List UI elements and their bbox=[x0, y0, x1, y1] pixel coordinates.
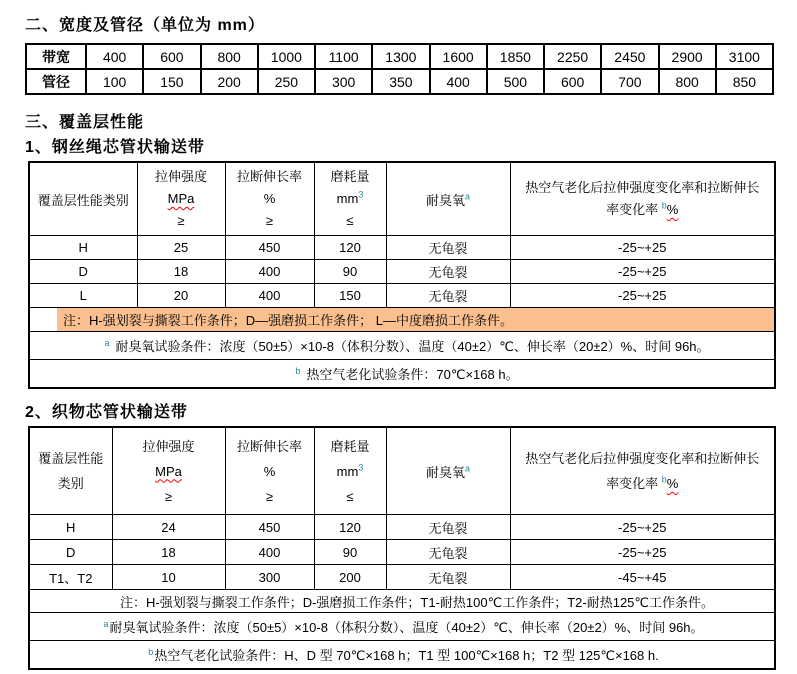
ozone-cell: 无龟裂 bbox=[386, 236, 510, 260]
pipe-diameter-value: 700 bbox=[601, 69, 658, 94]
ozone-cell: 无龟裂 bbox=[386, 515, 510, 540]
header-aging bbox=[510, 162, 775, 236]
aging-cell: -45~+45 bbox=[510, 565, 775, 590]
elongation-unit: % bbox=[263, 463, 276, 479]
superscript-b: b bbox=[661, 474, 667, 485]
steel-row-L bbox=[29, 284, 775, 308]
aging-cell: -25~+25 bbox=[510, 515, 775, 540]
abrasion-cell: 120 bbox=[314, 515, 386, 540]
lte-symbol: ≤ bbox=[346, 488, 354, 504]
steel-header-row bbox=[29, 162, 775, 236]
aging-cell: -25~+25 bbox=[510, 540, 775, 565]
steel-row-D bbox=[29, 260, 775, 284]
footnote-b-cell bbox=[29, 360, 775, 389]
abrasion-unit: $mm^3$ bbox=[336, 189, 364, 206]
fabric-footnote-a-row bbox=[29, 613, 775, 641]
pipe-diameter-value: 100 bbox=[86, 69, 143, 94]
gte-symbol: ≥ bbox=[265, 213, 274, 228]
aging-cell: -25~+25 bbox=[510, 260, 775, 284]
category-cell: L bbox=[29, 284, 137, 308]
steel-note-row bbox=[29, 308, 775, 332]
gte-symbol: ≥ bbox=[177, 213, 185, 228]
header-aging bbox=[510, 427, 775, 515]
fabric-belt-title: 2、织物芯管状输送带 bbox=[25, 404, 188, 421]
category-cell: H bbox=[29, 236, 137, 260]
ozone-cell: 无龟裂 bbox=[386, 565, 510, 590]
abrasion-cell: 90 bbox=[314, 260, 386, 284]
steel-footnote-b-row bbox=[29, 360, 775, 389]
category-cell: D bbox=[29, 260, 137, 284]
header-abrasion bbox=[314, 162, 386, 236]
abrasion-cell: 150 bbox=[314, 284, 386, 308]
pipe-diameter-value: 800 bbox=[659, 69, 716, 94]
tensile-cell: 20 bbox=[137, 284, 225, 308]
band-width-value: 600 bbox=[143, 44, 200, 69]
fabric-note-row bbox=[29, 590, 775, 613]
band-width-value: 1850 bbox=[487, 44, 544, 69]
gte-symbol: ≥ bbox=[265, 488, 274, 504]
abrasion-cell: 90 bbox=[314, 540, 386, 565]
fabric-belt-table bbox=[28, 426, 776, 670]
superscript-a: a bbox=[104, 337, 110, 348]
pipe-diameter-value: 600 bbox=[544, 69, 601, 94]
pipe-diameter-row bbox=[26, 69, 773, 94]
section-cover-title: 三、覆盖层性能 bbox=[25, 114, 145, 131]
footnote-a-text: 耐臭氧试验条件：浓度（50±5）×10-8（体积分数）、温度（40±2）℃、伸长率（20±2）%、时间 96h。 bbox=[109, 620, 704, 635]
aging-cell: -25~+25 bbox=[510, 236, 775, 260]
elongation-cell: 400 bbox=[225, 540, 314, 565]
steel-row-H bbox=[29, 236, 775, 260]
note-highlight: 注：H-强划裂与撕裂工作条件；D—强磨损工作条件； L—中度磨损工作条件。 bbox=[57, 308, 774, 331]
elongation-cell: 450 bbox=[225, 515, 314, 540]
band-width-value: 2450 bbox=[601, 44, 658, 69]
note-text: 注：H-强划裂与撕裂工作条件；D-强磨损工作条件；T1-耐热100℃工作条件；T2-耐热125℃工作条件。 bbox=[119, 594, 714, 610]
abrasion-cell: 120 bbox=[314, 236, 386, 260]
elongation-cell: 300 bbox=[225, 565, 314, 590]
fabric-header-row bbox=[29, 427, 775, 515]
fabric-footnote-b-row bbox=[29, 641, 775, 670]
category-cell: D bbox=[29, 540, 112, 565]
tensile-cell: 10 bbox=[112, 565, 225, 590]
elongation-cell: 450 bbox=[225, 236, 314, 260]
note-cell bbox=[29, 590, 775, 613]
category-cell: T1、T2 bbox=[29, 565, 112, 590]
superscript-a: a bbox=[465, 463, 471, 474]
aging-line1: 热空气老化后拉伸强度变化率和拉断伸长 bbox=[525, 180, 760, 195]
gte-symbol: ≥ bbox=[164, 488, 173, 504]
category-cell: H bbox=[29, 515, 112, 540]
superscript-b: b bbox=[661, 200, 667, 211]
footnote-a-text: 耐臭氧试验条件：浓度（50±5）×10-8（体积分数）、温度（40±2）℃、伸长率（20±2）%、时间 96h。 bbox=[115, 339, 710, 354]
pipe-diameter-value: 250 bbox=[258, 69, 315, 94]
aging-cell: -25~+25 bbox=[510, 284, 775, 308]
steel-footnote-a-row bbox=[29, 332, 775, 360]
pipe-diameter-value: 150 bbox=[143, 69, 200, 94]
band-width-value: 3100 bbox=[716, 44, 773, 69]
elongation-cell: 400 bbox=[225, 260, 314, 284]
superscript-b: b bbox=[295, 365, 301, 376]
lte-symbol: ≤ bbox=[346, 213, 354, 228]
band-width-value: 2250 bbox=[544, 44, 601, 69]
header-elongation bbox=[225, 162, 314, 236]
pipe-diameter-value: 350 bbox=[372, 69, 429, 94]
pipe-diameter-label: 管径 bbox=[26, 69, 86, 94]
steel-belt-title: 1、钢丝绳芯管状输送带 bbox=[25, 139, 205, 156]
header-tensile bbox=[112, 427, 225, 515]
section-width-title: 二、宽度及管径（单位为 mm） bbox=[25, 17, 265, 34]
tensile-label: 拉伸强度 bbox=[142, 438, 195, 454]
tensile-cell: 24 bbox=[112, 515, 225, 540]
tensile-label: 拉伸强度 bbox=[154, 169, 207, 184]
superscript-a: a bbox=[103, 618, 109, 629]
header-elongation bbox=[225, 427, 314, 515]
superscript-3: 3 bbox=[358, 189, 364, 200]
tensile-cell: 18 bbox=[137, 260, 225, 284]
superscript-3: 3 bbox=[358, 462, 364, 473]
tensile-unit: MPa bbox=[167, 191, 195, 206]
ozone-cell: 无龟裂 bbox=[386, 260, 510, 284]
ozone-cell: 无龟裂 bbox=[386, 284, 510, 308]
header-category: 覆盖层性能类别 bbox=[29, 162, 137, 236]
aging-line2: 率变化率 $^b$% bbox=[606, 474, 679, 491]
abrasion-label: 磨耗量 bbox=[330, 169, 370, 184]
footnote-b-cell bbox=[29, 641, 775, 670]
fabric-row-H bbox=[29, 515, 775, 540]
pipe-diameter-value: 200 bbox=[201, 69, 258, 94]
note-cell bbox=[29, 308, 775, 332]
abrasion-unit: $mm^3$ bbox=[336, 462, 364, 479]
elongation-unit: % bbox=[263, 191, 276, 206]
header-ozone: 耐臭氧$^a$ bbox=[386, 162, 510, 236]
superscript-b: b bbox=[148, 646, 154, 657]
header-ozone: 耐臭氧$^a$ bbox=[386, 427, 510, 515]
width-diameter-table bbox=[25, 43, 774, 95]
fabric-row-T1T2 bbox=[29, 565, 775, 590]
fabric-row-D bbox=[29, 540, 775, 565]
pipe-diameter-value: 850 bbox=[716, 69, 773, 94]
steel-belt-table bbox=[28, 161, 776, 389]
pipe-diameter-value: 400 bbox=[430, 69, 487, 94]
tensile-cell: 25 bbox=[137, 236, 225, 260]
pipe-diameter-value: 300 bbox=[315, 69, 372, 94]
band-width-value: 1300 bbox=[372, 44, 429, 69]
elongation-cell: 400 bbox=[225, 284, 314, 308]
band-width-value: 1000 bbox=[258, 44, 315, 69]
abrasion-cell: 200 bbox=[314, 565, 386, 590]
band-width-value: 2900 bbox=[659, 44, 716, 69]
ozone-cell: 无龟裂 bbox=[386, 540, 510, 565]
header-category: 覆盖层性能 类别 bbox=[29, 427, 112, 515]
tensile-cell: 18 bbox=[112, 540, 225, 565]
band-width-value: 800 bbox=[201, 44, 258, 69]
pipe-diameter-value: 500 bbox=[487, 69, 544, 94]
band-width-row bbox=[26, 44, 773, 69]
elongation-label: 拉断伸长率 bbox=[236, 438, 302, 454]
footnote-b-text: 热空气老化试验条件：H、D 型 70℃×168 h；T1 型 100℃×168 h；T2 型 125℃×168 h. bbox=[154, 648, 659, 663]
band-width-value: 1600 bbox=[430, 44, 487, 69]
footnote-b-text: 热空气老化试验条件：70℃×168 h。 bbox=[306, 367, 519, 382]
header-tensile bbox=[137, 162, 225, 236]
footnote-a-cell bbox=[29, 332, 775, 360]
elongation-label: 拉断伸长率 bbox=[236, 169, 302, 184]
tensile-unit: MPa bbox=[155, 463, 182, 479]
aging-line1: 热空气老化后拉伸强度变化率和拉断伸长 bbox=[525, 451, 760, 466]
superscript-a: a bbox=[465, 191, 471, 202]
band-width-value: 1100 bbox=[315, 44, 372, 69]
header-abrasion bbox=[314, 427, 386, 515]
band-width-label: 带宽 bbox=[26, 44, 86, 69]
band-width-value: 400 bbox=[86, 44, 143, 69]
footnote-a-cell bbox=[29, 613, 775, 641]
aging-line2: 率变化率 $^b$% bbox=[606, 200, 679, 217]
abrasion-label: 磨耗量 bbox=[330, 438, 370, 454]
